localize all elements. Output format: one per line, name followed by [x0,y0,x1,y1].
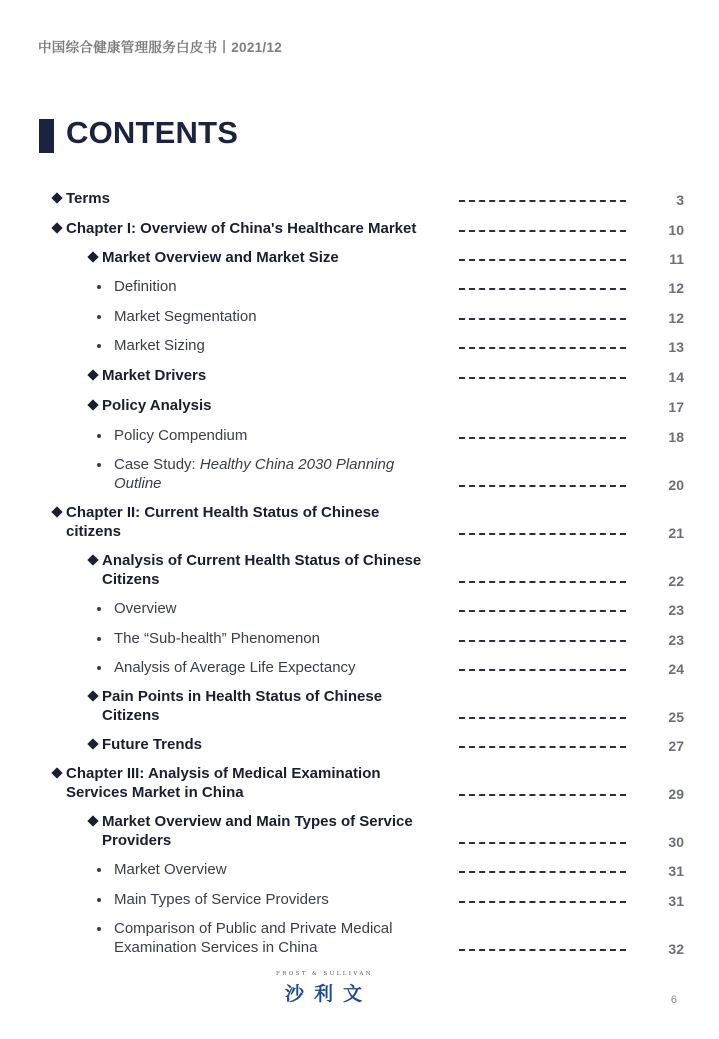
document-header-title: 中国综合健康管理服务白皮书丨2021/12 [38,40,283,55]
toc-entry-label [114,658,356,677]
toc-page-number: 12 [668,310,684,326]
toc-leader-dashes [459,437,626,439]
toc-leader-dashes [459,230,626,232]
toc-entry-label-line: Market Overview [114,861,227,878]
toc-entry-label-line: Definition [114,278,177,295]
toc-leader-dashes [459,640,626,642]
toc-page-number: 22 [668,573,684,589]
toc-entry-label [102,735,202,754]
contents-title: CONTENTS [66,115,239,150]
toc-page-number: 3 [676,192,684,208]
logo-text-english: FROST & SULLIVAN [276,971,373,977]
toc-entry-label [66,219,416,238]
diamond-bullet-icon [87,690,98,701]
bullet-icon [97,898,101,902]
toc-entry-label-line: Market Sizing [114,337,205,354]
toc-leader-dashes [459,949,626,951]
toc-entry-label [114,629,320,648]
toc-leader-dashes [459,318,626,320]
toc-entry-label [114,426,247,445]
toc-entry-label [102,248,339,267]
toc-page-number: 24 [668,661,684,677]
toc-entry-label [102,396,212,415]
toc-leader-dashes [459,794,626,796]
toc-page-number: 14 [668,369,684,385]
toc-leader-dashes [459,581,626,583]
toc-entry-label [114,599,177,618]
toc-page-number: 11 [669,251,684,267]
toc-entry-label [66,189,110,208]
toc-entry-label-line: citizens [66,523,122,540]
bullet-icon [97,927,101,931]
diamond-bullet-icon [51,222,62,233]
toc-leader-dashes [459,842,626,844]
toc-entry-label-line [114,455,394,474]
toc-entry-label [114,336,205,355]
toc-entry-label [114,890,329,909]
toc-entry-label-line: Policy Compendium [114,427,248,444]
toc-entry-label [102,687,382,725]
toc-entry-label-prefix: Case Study: [114,456,200,473]
toc-entry-label [66,764,381,802]
toc-entry-label [114,307,257,326]
toc-entry-label [114,455,394,493]
toc-leader-dashes [459,717,626,719]
logo-text-chinese: 沙利文 [285,983,373,1005]
toc-entry-label-line: The “Sub-health” Phenomenon [114,630,320,647]
bullet-icon [97,434,101,438]
toc-leader-dashes [459,377,626,379]
toc-entry-label-line: Terms [66,190,110,207]
toc-leader-dashes [459,288,626,290]
toc-entry-label [102,551,421,589]
toc-entry-label-line: Analysis of Current Health Status of Chinese [102,552,422,569]
diamond-bullet-icon [87,738,98,749]
toc-entry-label [114,860,227,879]
diamond-bullet-icon [51,192,62,203]
toc-entry-label-line: Examination Services in China [114,939,318,956]
toc-entry-label-line: Market Overview and Main Types of Service [102,813,413,830]
diamond-bullet-icon [51,506,62,517]
toc-leader-dashes [459,901,626,903]
toc-leader-dashes [459,746,626,748]
toc-page-number: 13 [668,339,684,355]
bullet-icon [97,868,101,872]
toc-entry-label [102,366,206,385]
bullet-icon [97,666,101,670]
contents-accent-bar [39,119,54,153]
toc-page-number: 12 [668,280,684,296]
toc-entry-label-line: Comparison of Public and Private Medical [114,920,393,937]
toc-page-number: 32 [668,941,684,957]
toc-leader-dashes [459,669,626,671]
toc-entry-label-line: Main Types of Service Providers [114,891,329,908]
toc-entry-label-line: Future Trends [102,736,203,753]
diamond-bullet-icon [87,399,98,410]
toc-page-number: 29 [668,786,684,802]
toc-leader-dashes [459,347,626,349]
toc-page-number: 23 [668,602,684,618]
toc-page-number: 27 [668,738,684,754]
toc-entry-label-line: Market Overview and Market Size [102,249,339,266]
toc-page-number: 17 [668,399,684,415]
diamond-bullet-icon [87,815,98,826]
toc-page-number: 31 [668,893,684,909]
toc-entry-label-line: Citizens [102,571,160,588]
toc-entry-label-line: Services Market in China [66,784,244,801]
toc-leader-dashes [459,610,626,612]
toc-entry-label-line: Pain Points in Health Status of Chinese [102,688,383,705]
toc-entry-label-line: Chapter III: Analysis of Medical Examination [66,765,381,782]
toc-entry-label-line: Market Drivers [102,367,207,384]
diamond-bullet-icon [87,369,98,380]
bullet-icon [97,637,101,641]
page-number: 6 [670,994,677,1006]
toc-page-number: 21 [668,525,684,541]
toc-entry-label-line: Citizens [102,707,160,724]
toc-entry-label-italic: Healthy China 2030 Planning [199,456,395,473]
toc-entry-label-line: Overview [114,600,177,617]
toc-leader-dashes [459,259,626,261]
toc-entry-label-line: Chapter I: Overview of China's Healthcare Market [66,220,417,237]
toc-entry-label [66,503,379,541]
diamond-bullet-icon [87,554,98,565]
toc-leader-dashes [459,871,626,873]
toc-entry-label [102,812,413,850]
toc-entry-label-line: Providers [102,832,172,849]
toc-page-number: 10 [668,222,684,238]
toc-page-number: 25 [668,709,684,725]
bullet-icon [97,315,101,319]
toc-page-number: 30 [668,834,684,850]
bullet-icon [97,607,101,611]
bullet-icon [97,285,101,289]
toc-entry-label-line [114,474,394,493]
bullet-icon [97,463,101,467]
toc-entry-label-line: Policy Analysis [102,397,212,414]
toc-entry-label-italic: Outline [114,475,162,492]
toc-page-number: 23 [668,632,684,648]
toc-entry-label [114,277,177,296]
toc-leader-dashes [459,200,626,202]
toc-entry-label-line: Market Segmentation [114,308,257,325]
toc-entry-label-line: Analysis of Average Life Expectancy [114,659,356,676]
toc-entry-label-line: Chapter II: Current Health Status of Chinese [66,504,380,521]
toc-page-number: 31 [668,863,684,879]
toc-leader-dashes [459,533,626,535]
toc-page-number: 18 [668,429,684,445]
diamond-bullet-icon [51,767,62,778]
toc-page-number: 20 [668,477,684,493]
toc-leader-dashes [459,485,626,487]
bullet-icon [97,344,101,348]
toc-entry-label [114,919,392,957]
diamond-bullet-icon [87,251,98,262]
